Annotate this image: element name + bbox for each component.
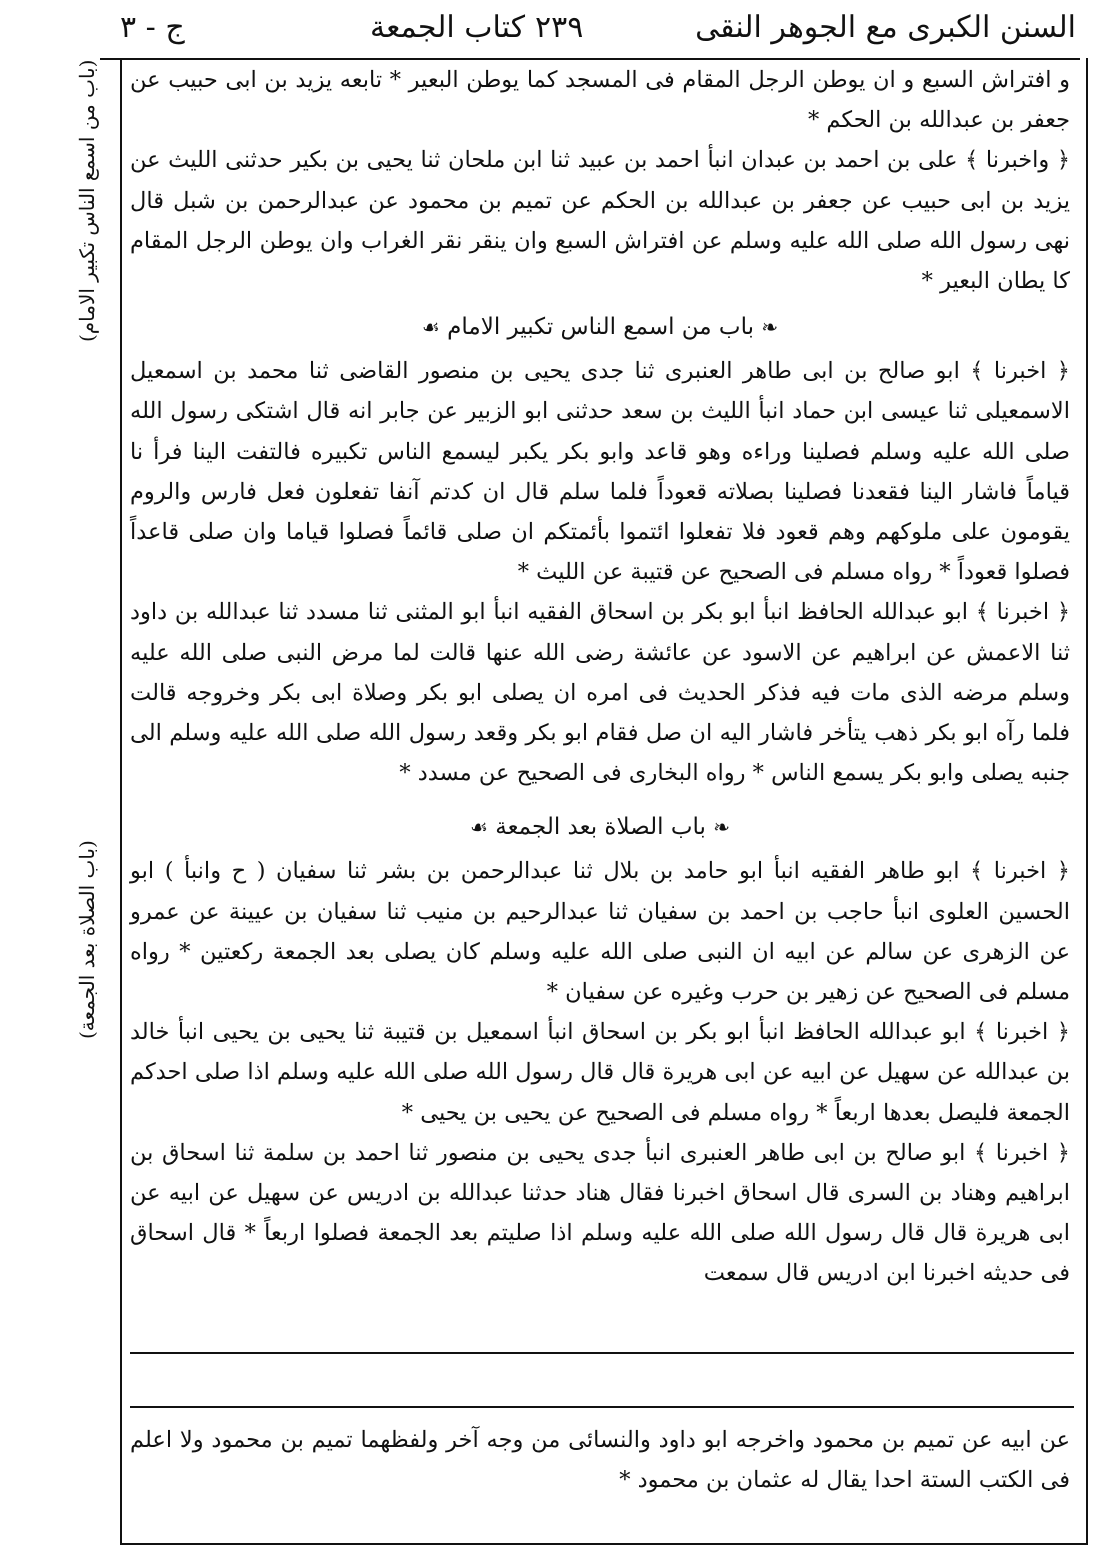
- divider: [130, 1406, 1074, 1408]
- paragraph: ﴿ اخبرنا ﴾ ابو صالح بن ابى طاهر العنبرى ثنا جدى يحيى بن منصور القاضى ثنا محمد بن اسمعيل الاسمعيلى ثنا عيسى ابن حماد انبأ الليث بن سعد حدثنى ابو الزبير عن جابر انه قال اشتكى رسول الله صلى الله عليه وسلم فصلينا وراءه وهو قاعد وابو بكر يكبر ليسمع الناس تكبيره فالتفت الينا فرأ نا قياماً فاشار الينا فقعدنا فصلينا بصلاته قعوداً فلما سلم قال ان كدتم آنفا تفعلون فعل فارس والروم يقومون على ملوكهم وهم قعود فلا تفعلوا ائتموا بأئمتكم ان صلى قائماً فصلوا قياما وان صلى قاعداً فصلوا قعوداً * رواه مسلم فى الصحيح عن قتيبة عن الليث *: [130, 358, 1070, 586]
- paragraph: ﴿ اخبرنا ﴾ ابو عبدالله الحافظ انبأ ابو بكر بن اسحاق انبأ اسمعيل بن قتيبة ثنا يحيى بن يحيى انبأ خالد بن عبدالله عن سهيل عن ابيه عن ابى هريرة قال قال رسول الله صلى الله عليه وسلم اذا صلى احدكم الجمعة فليصل بعدها اربعاً * رواه مسلم فى الصحيح عن يحيى بن يحيى *: [130, 1019, 1070, 1126]
- ornament-icon: ☙: [421, 315, 440, 340]
- chapter-title: كتاب الجمعة: [370, 10, 525, 45]
- chapter-heading-text: باب الصلاة بعد الجمعة: [495, 814, 706, 841]
- ornament-icon: ❧: [713, 815, 730, 840]
- paragraph: ﴿ اخبرنا ﴾ ابو عبدالله الحافظ انبأ ابو بكر بن اسحاق الفقيه انبأ ابو المثنى ثنا مسدد ثنا عبدالله بن داود ثنا الاعمش عن ابراهيم عن الاسود عن عائشة رضى الله عنها قالت لما مرض النبى صلى الله عليه وسلم مرضه الذى مات فيه فذكر الحديث فى امره ان يصلى ابو بكر وصلاة ابى بكر وخروجه قالت فلما رآه ابو بكر ذهب يتأخر فاشار اليه ان صل فقام ابو بكر وقعد رسول الله صلى الله عليه وسلم الى جنبه يصلى وابو بكر يسمع الناس * رواه البخارى فى الصحيح عن مسدد *: [130, 599, 1070, 787]
- margin-note-chapter-2: (باب الصلاة بعد الجمعة): [75, 840, 99, 1039]
- paragraph: ﴿ اخبرنا ﴾ ابو طاهر الفقيه انبأ ابو حامد بن بلال ثنا عبدالرحمن بن بشر ثنا سفيان ( ح وانبأ ) ابو الحسين العلوى انبأ حاجب بن احمد بن سفيان ثنا عبدالرحيم بن منيب ثنا سفيان بن عيينة عن عمرو عن الزهرى عن سالم عن ابيه ان النبى صلى الله عليه وسلم كان يصلى بعد الجمعة ركعتين * رواه مسلم فى الصحيح عن زهير بن حرب وغيره عن سفيان *: [130, 858, 1070, 1006]
- paragraph: ﴿ واخبرنا ﴾ على بن احمد بن عبدان انبأ احمد بن عبيد ثنا ابن ملحان ثنا يحيى بن بكير حدثنى الليث عن يزيد بن ابى حبيب عن جعفر بن عبدالله بن الحكم عن تميم بن محمود عن عبدالرحمن بن شبل قال نهى رسول الله صلى الله عليه وسلم عن افتراش السبع وان ينقر نقر الغراب وان يوطن الرجل المقام كا يطان البعير *: [130, 147, 1070, 295]
- ornament-icon: ☙: [470, 815, 488, 840]
- main-text: [130, 60, 1070, 1360]
- page-header: [100, 2, 1080, 60]
- paragraph: ﴿ اخبرنا ﴾ ابو صالح بن ابى طاهر العنبرى انبأ جدى يحيى بن منصور ثنا احمد بن سلمة ثنا اسحاق بن ابراهيم وهناد بن السرى قال اسحاق اخبرنا فقال هناد حدثنا عبدالله بن ادريس عن سهيل عن ابيه عن ابى هريرة قال قال رسول الله صلى الله عليه وسلم اذا صليتم بعد الجمعة فصلوا اربعاً * قال اسحاق فى حديثه اخبرنا ابن ادريس قال سمعت: [130, 1139, 1070, 1287]
- footnote-text: عن ابيه عن تميم بن محمود واخرجه ابو داود والنسائى من وجه آخر ولفظهما تميم بن محمود ولا اعلم فى الكتب الستة احدا يقال له عثمان بن محمود *: [130, 1427, 1070, 1493]
- volume-number: ج - ٣: [120, 10, 185, 45]
- divider: [130, 1352, 1074, 1354]
- page-number: ٢٣٩: [535, 10, 584, 45]
- margin-note-chapter-1: (باب من اسمع الناس تكبير الامام): [75, 60, 99, 343]
- footnote: [130, 1420, 1070, 1500]
- chapter-heading: [130, 807, 1070, 847]
- paragraph: و افتراش السبع و ان يوطن الرجل المقام فى المسجد كما يوطن البعير * تابعه يزيد بن ابى حبيب عن جعفر بن عبدالله بن الحكم *: [130, 67, 1070, 134]
- book-title: السنن الكبرى مع الجوهر النقى: [695, 10, 1076, 45]
- ornament-icon: ❧: [761, 315, 779, 340]
- chapter-heading-text: باب من اسمع الناس تكبير الامام: [447, 314, 754, 341]
- chapter-heading: [130, 307, 1070, 347]
